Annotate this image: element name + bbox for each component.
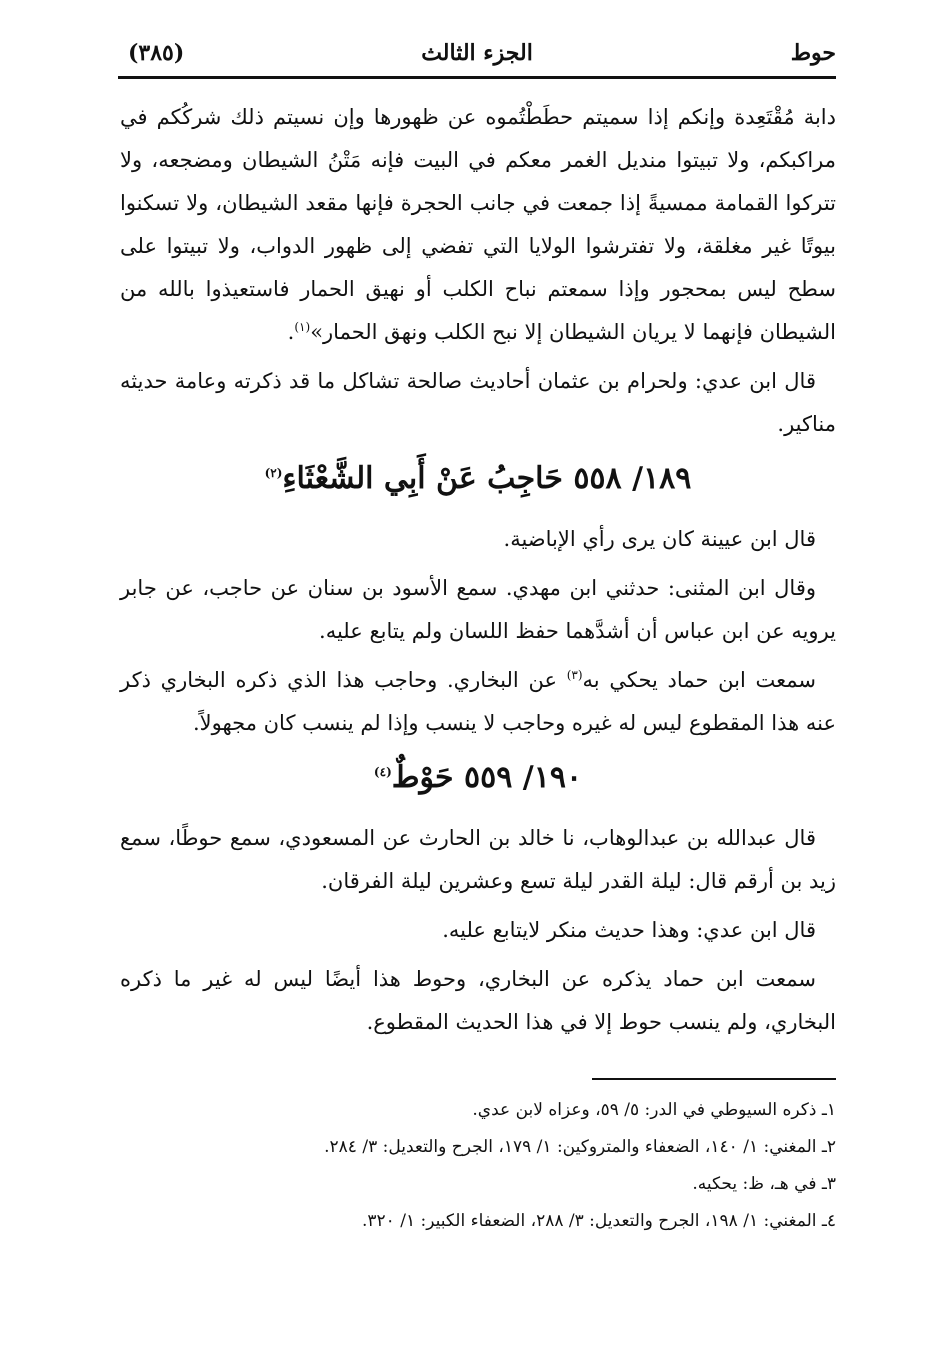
entry-title-text: ١٩٠/ ٥٥٩ حَوْطٌ [391, 760, 583, 795]
main-text [120, 96, 836, 1050]
paragraph-text: سمعت ابن حماد يحكي به [582, 668, 816, 692]
volume-part-title: الجزء الثالث [421, 40, 533, 66]
running-header [118, 36, 836, 79]
footnote-1: ١ـ ذكره السيوطي في الدر: ٥/ ٥٩، وعزاه لابن عدي. [472, 1100, 836, 1120]
footnote-ref: (١) [294, 320, 311, 334]
paragraph-munkar: قال ابن عدي: وهذا حديث منكر لايتابع عليه. [442, 918, 816, 942]
footnote-3: ٣ـ في هـ، ظ: يحكيه. [692, 1174, 836, 1194]
footnote-separator [592, 1078, 836, 1080]
paragraph-end: . [287, 320, 295, 344]
paragraph-hadith-text [120, 96, 836, 354]
paragraph-ibn-adi-comment: قال ابن عدي: ولحرام بن عثمان أحاديث صالحة تشاكل ما قد ذكرته وعامة حديثه مناكير. [120, 369, 836, 436]
paragraph-text: دابة مُقْتَعِدة وإنكم إذا سميتم حطَطْتُموه عن ظهورها وإن نسيتم ذلك شركُكم في مراكبكم، ولا تبيتوا منديل الغمر معكم في البيت فإنه مَتْنُ الشيطان ومضجعه، ولا تتركوا القمامة ممسيةً إذا جمعت في جانب الحجرة فإنها مقعد الشيطان، ولا تسكنوا بيوتًا غير مغلقة، ولا تفترشوا الولايا التي تفضي إلى ظهور الدواب، ولا تبيتوا على سطح ليس بمحجور وإذا سمعتم نباح الكلب أو نهيق الحمار فاستعيذوا بالله من الشيطان فإنهما لا يريان الشيطان إلا نبح الكلب ونهق الحمار» [120, 105, 836, 344]
entry-title-text: ١٨٩/ ٥٥٨ حَاجِبُ عَنْ أَبِي الشَّعْثَاءِ [282, 461, 692, 496]
paragraph-ibn-hammad [120, 659, 836, 745]
paragraph-ibn-muthanna: وقال ابن المثنى: حدثني ابن مهدي. سمع الأسود بن سنان عن حاجب، عن جابر يرويه عن ابن عباس أن أشدَّهما حفظ اللسان ولم يتابع عليه. [120, 576, 836, 643]
paragraph-ibn-uyayna: قال ابن عيينة كان يرى رأي الإباضية. [503, 527, 816, 551]
paragraph-bukhari: سمعت ابن حماد يذكره عن البخاري، وحوط هذا أيضًا ليس له غير ما ذكره البخاري، ولم ينسب حوط إلا في هذا الحديث المقطوع. [120, 967, 836, 1034]
footnote-ref: (٤) [373, 765, 392, 779]
entry-name-header: حوط [790, 40, 836, 66]
footnotes [240, 1092, 836, 1240]
entry-title-hawt [120, 753, 836, 803]
paragraph-text: عن البخاري. وحاجب هذا الذي ذكره البخاري ذكر عنه هذا المقطوع ليس له غيره وحاجب لا ينسب وإذا لم ينسب كان مجهولاً. [120, 668, 836, 735]
footnote-4: ٤ـ المغني: ١/ ١٩٨، الجرح والتعديل: ٣/ ٢٨٨، الضعفاء الكبير: ١/ ٣٢٠. [362, 1211, 836, 1231]
paragraph-abdullah: قال عبدالله بن عبدالوهاب، نا خالد بن الحارث عن المسعودي، سمع حوطًا، سمع زيد بن أرقم قال: ليلة القدر ليلة تسع وعشرين ليلة الفرقان. [120, 826, 836, 893]
page-number: (٣٨٥) [128, 40, 185, 66]
entry-title-hajib [120, 454, 836, 504]
footnote-ref: (٣) [566, 668, 583, 682]
footnote-ref: (٢) [264, 466, 283, 480]
footnote-2: ٢ـ المغني: ١/ ١٤٠، الضعفاء والمتروكين: ١/ ١٧٩، الجرح والتعديل: ٣/ ٢٨٤. [324, 1137, 836, 1157]
